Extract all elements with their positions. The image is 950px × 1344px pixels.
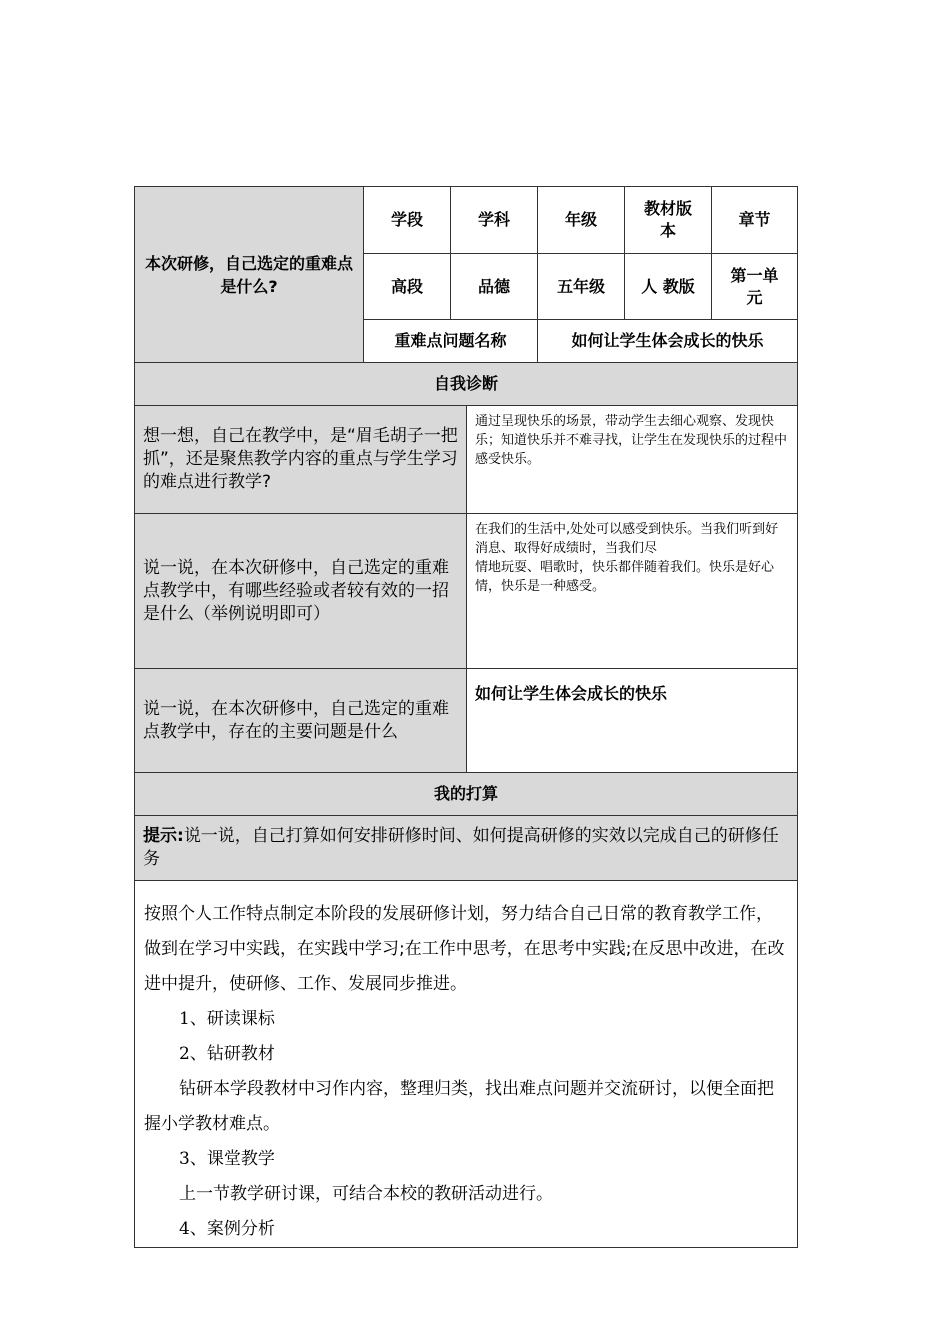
header-subject: [451, 187, 538, 254]
plan-item-3-num: 3: [179, 1149, 190, 1169]
plan-hint-cell: [135, 816, 797, 881]
value-grade: [538, 254, 625, 320]
my-plan-title-cell: [135, 773, 797, 816]
diagnosis-answer-2-line-1: 在我们的生活中,处处可以感受到快乐。当我们听到好消息、取得好成绩时，当我们尽: [475, 522, 779, 556]
problem-label-cell: [364, 320, 538, 363]
value-grade-text: 五年级: [556, 276, 605, 296]
plan-item-2-label: 钻研教材: [206, 1044, 275, 1064]
plan-item-4-num: 4: [179, 1219, 190, 1239]
header-chapter-label: 章节: [738, 210, 771, 229]
problem-value: 如何让学生体会成长的快乐: [571, 331, 764, 350]
value-textbook-text: 人 教版: [641, 276, 695, 296]
diagnosis-answer-3-text: 如何让学生体会成长的快乐: [475, 684, 668, 703]
diagnosis-answer-2: [467, 514, 797, 669]
diagnosis-question-3-text: 说一说，在本次研修中，自己选定的重难点教学中，存在的主要问题是什么: [143, 698, 449, 742]
plan-item-4-sep: 、: [189, 1219, 207, 1239]
value-subject: [451, 254, 538, 320]
header-textbook: [625, 187, 712, 254]
problem-label: 重难点问题名称: [394, 331, 507, 350]
plan-hint: [143, 825, 789, 871]
diagnosis-question-2-text: 说一说，在本次研修中，自己选定的重难点教学中，有哪些经验或者较有效的一招是什么（举例说明即可）: [143, 557, 449, 624]
focus-question: 本次研修，自己选定的重难点是什么?: [144, 253, 353, 296]
focus-question-cell: [135, 187, 364, 363]
plan-item-2-detail: 钻研本学段教材中习作内容，整理归类，找出难点问题并交流研讨，以便全面把握小学教材难点。: [144, 1079, 774, 1134]
diagnosis-answer-1: [467, 406, 797, 514]
plan-item-4: [144, 1212, 789, 1247]
value-chapter: [712, 254, 797, 320]
plan-item-1: [144, 1002, 789, 1037]
plan-item-2-sep: 、: [189, 1044, 207, 1064]
plan-item-1-sep: 、: [189, 1009, 207, 1029]
header-stage-label: 学段: [390, 210, 423, 229]
header-stage: [364, 187, 451, 254]
diagnosis-answer-2-line-2: 情地玩耍、唱歌时，快乐都伴随着我们。快乐是好心情，快乐是一种感受。: [475, 560, 775, 594]
header-subject-label: 学科: [477, 210, 510, 229]
plan-item-1-label: 研读课标: [206, 1009, 275, 1029]
plan-item-4-label: 案例分析: [206, 1219, 275, 1239]
value-stage: [364, 254, 451, 320]
plan-hint-label: 提示:: [143, 826, 184, 846]
value-chapter-text: 第一单元: [730, 265, 779, 307]
plan-hint-text: 说一说，自己打算如何安排研修时间、如何提高研修的实效以完成自己的研修任务: [143, 826, 779, 869]
my-plan-title: 我的打算: [433, 784, 498, 803]
diagnosis-question-1: [135, 406, 467, 514]
self-diagnosis-title: 自我诊断: [433, 374, 498, 393]
header-textbook-label: 教材版本: [643, 199, 692, 240]
plan-item-3-detail: 上一节教学研讨课，可结合本校的教研活动进行。: [179, 1184, 553, 1204]
problem-value-cell: [538, 320, 797, 363]
research-form-table: [134, 186, 798, 1248]
diagnosis-question-2: [135, 514, 467, 669]
plan-intro: 按照个人工作特点制定本阶段的发展研修计划，努力结合自己日常的教育教学工作，做到在学习中实践，在实践中学习;在工作中思考，在思考中实践;在反思中改进，在改进中提升，使研修、工作、发展同步推进。: [144, 904, 785, 994]
diagnosis-answer-1-text: 通过呈现快乐的场景，带动学生去细心观察、发现快乐；知道快乐并不难寻找，让学生在发现快乐的过程中感受快乐。: [475, 414, 788, 467]
plan-body: [135, 881, 797, 1247]
header-grade: [538, 187, 625, 254]
self-diagnosis-title-cell: [135, 363, 797, 406]
plan-item-3: [144, 1142, 789, 1177]
header-grade-label: 年级: [564, 210, 597, 229]
plan-item-2: [144, 1037, 789, 1072]
value-subject-text: 品德: [477, 276, 510, 296]
diagnosis-question-1-text: 想一想，自己在教学中，是“眉毛胡子一把抓”，还是聚焦教学内容的重点与学生学习的难点进行教学?: [143, 426, 458, 492]
value-textbook: [625, 254, 712, 320]
plan-item-3-sep: 、: [189, 1149, 207, 1169]
header-chapter: [712, 187, 797, 254]
diagnosis-question-3: [135, 669, 467, 773]
plan-item-2-num: 2: [179, 1044, 190, 1064]
value-stage-text: 高段: [390, 276, 423, 296]
diagnosis-answer-3: [467, 669, 797, 773]
plan-item-1-num: 1: [179, 1009, 190, 1029]
plan-item-3-label: 课堂教学: [206, 1149, 275, 1169]
